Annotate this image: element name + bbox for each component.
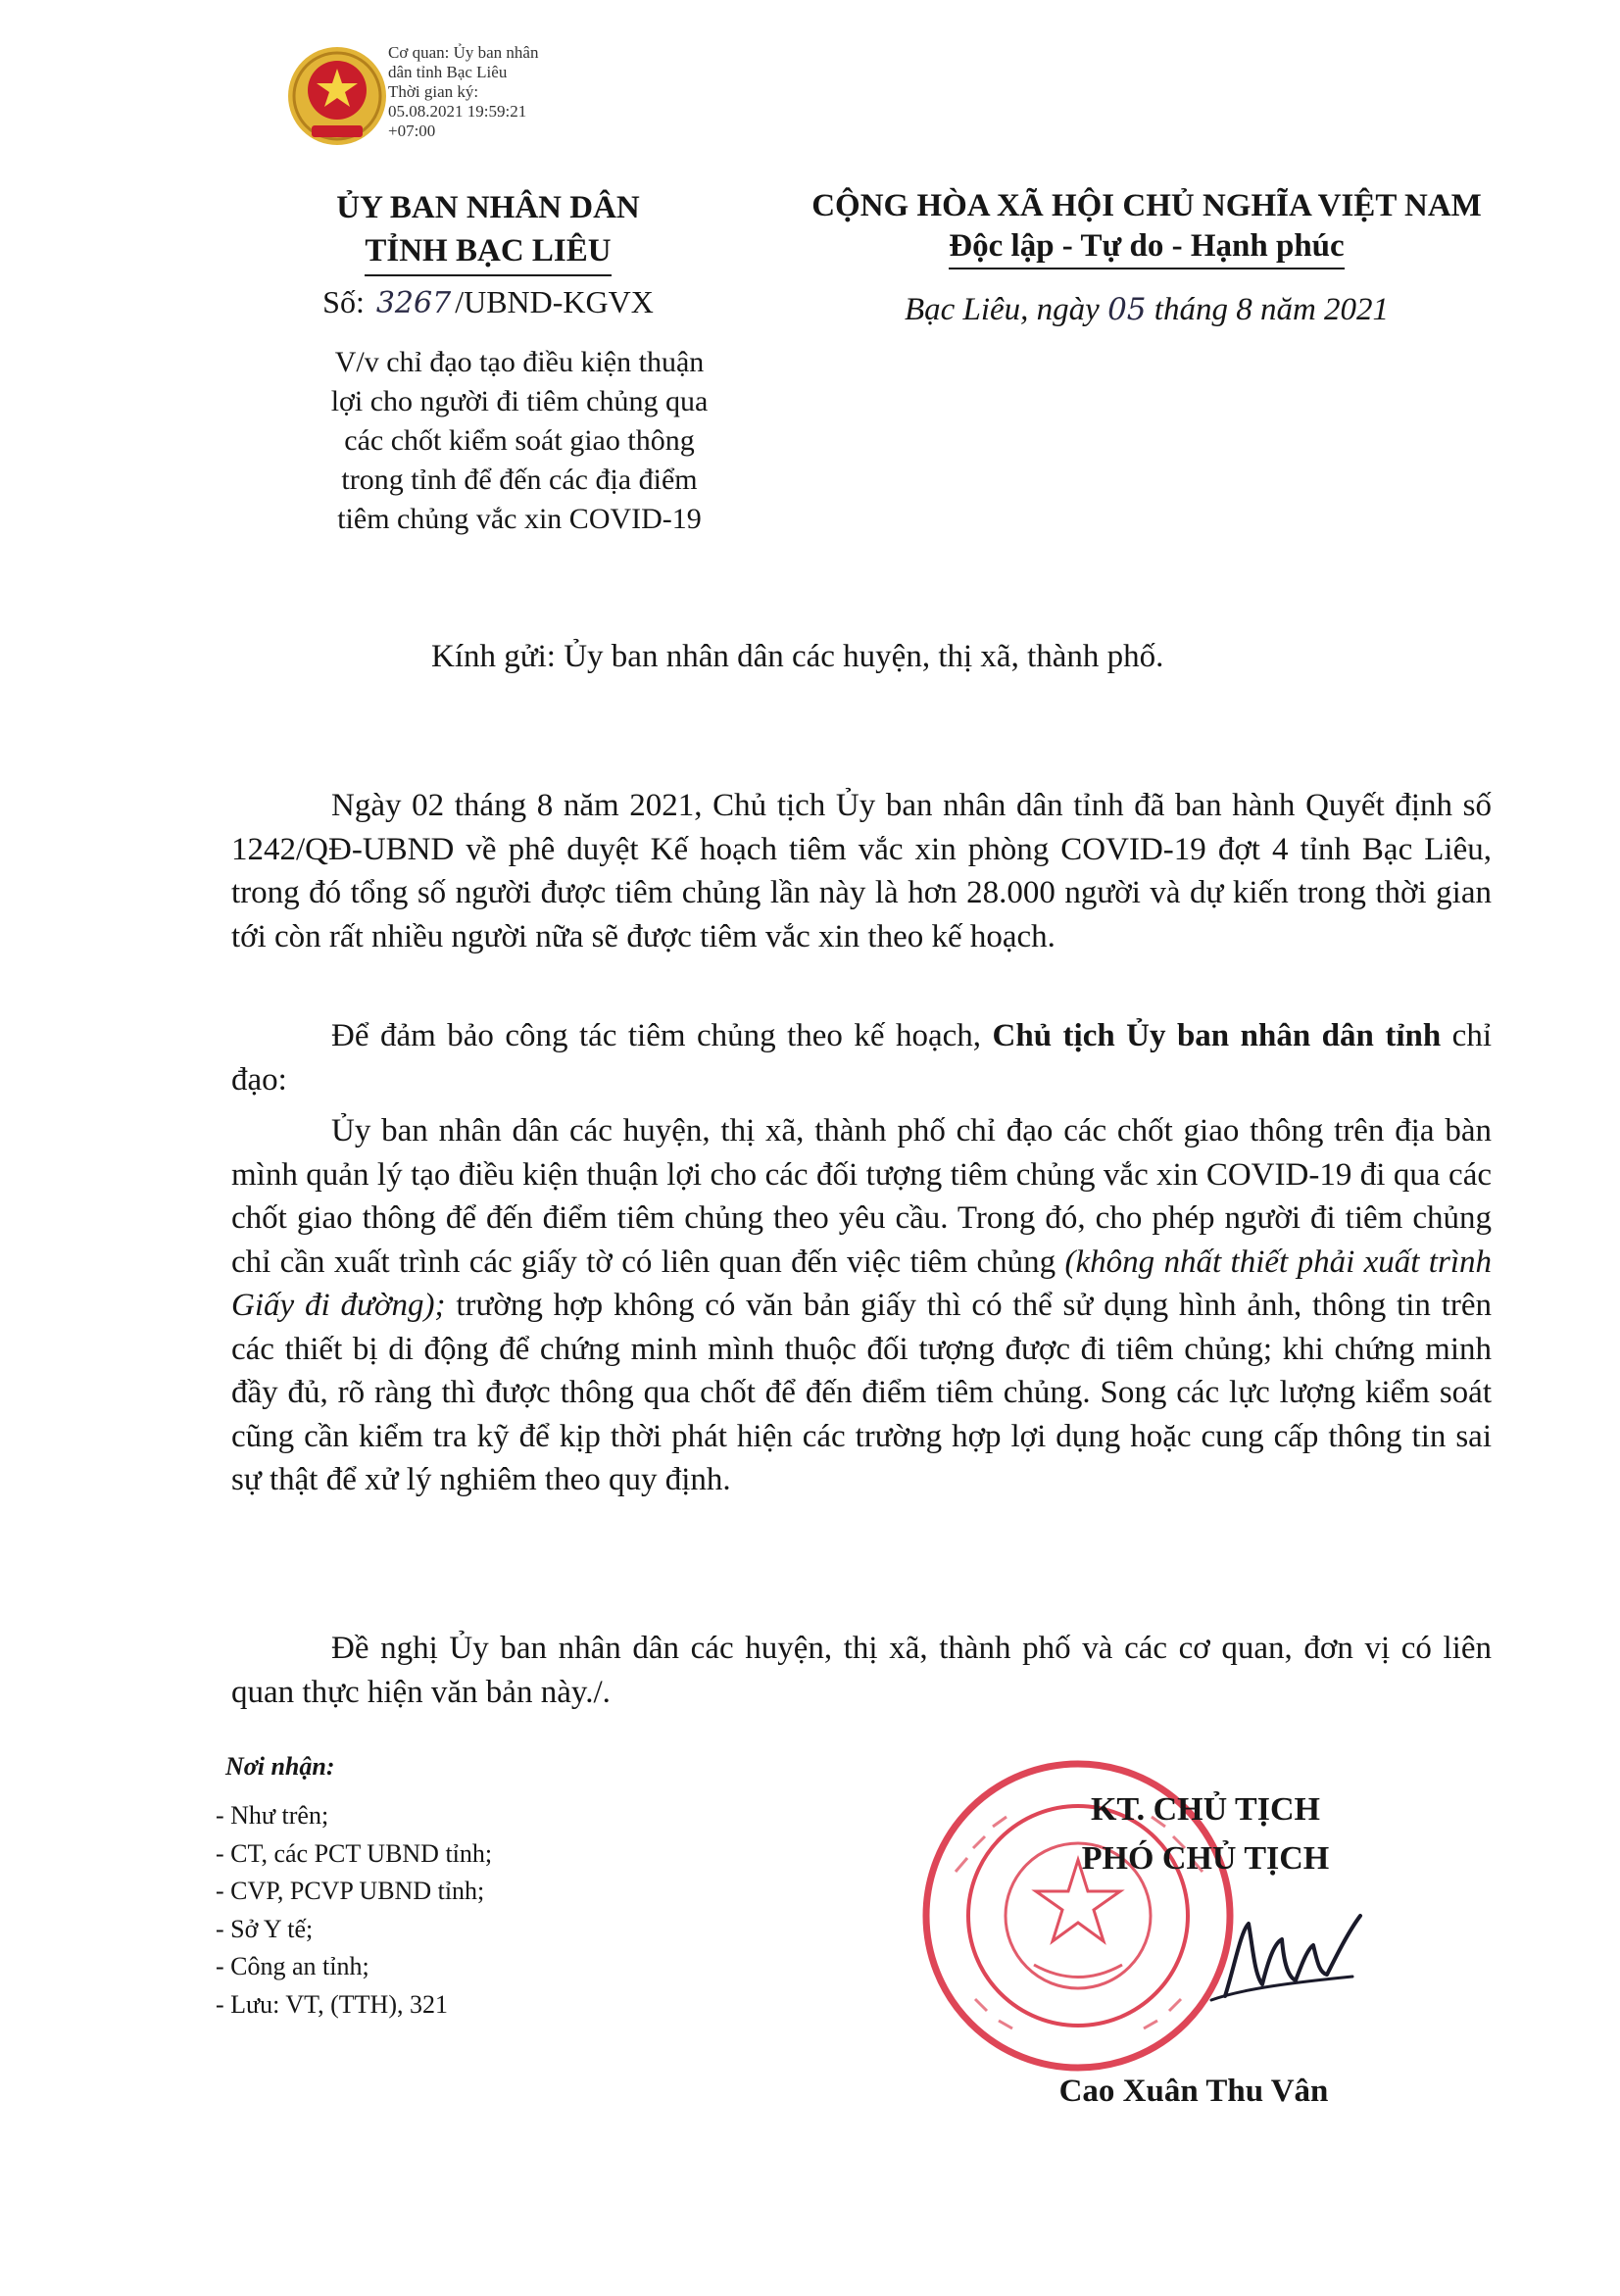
- recipients-list: [216, 1797, 492, 2024]
- national-motto: [755, 228, 1539, 269]
- national-title: CỘNG HÒA XÃ HỘI CHỦ NGHĨA VIỆT NAM: [811, 188, 1482, 223]
- p3-italic-text: (không nhất thiết phải xuất trình Giấy đi đường);: [231, 1244, 1492, 1323]
- agency-line-2: TỈNH BẠC LIÊU: [365, 229, 611, 276]
- recipient-item: - Công an tỉnh;: [216, 1952, 369, 1980]
- p2-text-before: Để đảm bảo công tác tiêm chủng theo kế hoạch,: [331, 1018, 982, 1053]
- document-number-prefix: Số:: [322, 284, 365, 319]
- p2-text-after: chỉ đạo:: [231, 1018, 1492, 1098]
- p3-text-after: trường hợp không có văn bản giấy thì có thể sử dụng hình ảnh, thông tin trên các thiết bị di động để chứng minh mình thuộc đối tượng được đi tiêm chủng; khi chứng minh đầy đủ, rõ ràng thì được thông qua chốt để đến điểm tiêm chủng. Song các lực lượng kiểm soát cũng cần kiểm tra kỹ để kịp thời phát hiện các trường hợp lợi dụng hoặc cung cấp thông tin sai sự thật để xử lý nghiêm theo quy định.: [231, 1288, 1493, 1497]
- motto-text: Độc lập - Tự do - Hạnh phúc: [949, 228, 1344, 269]
- document-number-handwritten: 3267: [375, 286, 452, 320]
- date-day-handwritten: 05: [1107, 292, 1147, 327]
- recipients-title: Nơi nhận:: [225, 1752, 335, 1781]
- recipient-item: - Như trên;: [216, 1801, 329, 1830]
- body-paragraph-3: [231, 1109, 1492, 1502]
- recipient-item: - Lưu: VT, (TTH), 321: [216, 1989, 448, 2019]
- subject-line: trong tỉnh để đến các địa điểm: [341, 464, 698, 496]
- digital-signature-info: [388, 43, 584, 141]
- subject-line: V/v chỉ đạo tạo điều kiện thuận: [334, 346, 705, 378]
- signer-name: Cao Xuân Thu Vân: [1058, 2074, 1329, 2109]
- digital-signature-line: 05.08.2021 19:59:21: [388, 102, 527, 121]
- recipient-item: - Sở Y tế;: [216, 1914, 314, 1943]
- signature-title-line-1: KT. CHỦ TỊCH: [1091, 1791, 1320, 1828]
- signature-title-line-2: PHÓ CHỦ TỊCH: [1081, 1840, 1330, 1877]
- digital-signature-line: dân tỉnh Bạc Liêu: [388, 63, 508, 81]
- subject-line: tiêm chủng vắc xin COVID-19: [337, 503, 702, 535]
- p2-bold-text: Chủ tịch Ủy ban nhân dân tỉnh: [992, 1018, 1442, 1053]
- signature-title: [1019, 1785, 1392, 1883]
- body-paragraph-2: [231, 1014, 1492, 1101]
- place-and-date: [755, 292, 1539, 328]
- subject-line: các chốt kiểm soát giao thông: [344, 424, 695, 457]
- digital-signature-line: Cơ quan: Ủy ban nhân: [388, 43, 539, 62]
- recipient-line: Kính gửi: Ủy ban nhân dân các huyện, thị xã, thành phố.: [431, 639, 1164, 674]
- date-prefix: Bạc Liêu, ngày: [904, 292, 1100, 327]
- date-suffix: tháng 8 năm 2021: [1154, 292, 1390, 327]
- document-number-suffix: /UBND-KGVX: [455, 284, 654, 319]
- issuing-agency: [253, 186, 723, 276]
- body-paragraph-4: Đề nghị Ủy ban nhân dân các huyện, thị xã, thành phố và các cơ quan, đơn vị có liên quan thực hiện văn bản này./.: [231, 1631, 1492, 1710]
- recipient-item: - CT, các PCT UBND tỉnh;: [216, 1838, 493, 1868]
- digital-signature-line: Thời gian ký:: [388, 82, 479, 101]
- document-number: [253, 284, 723, 320]
- handwritten-signature-icon: [1205, 1906, 1372, 2014]
- body-paragraph-1: Ngày 02 tháng 8 năm 2021, Chủ tịch Ủy ban nhân dân tỉnh đã ban hành Quyết định số 1242/QĐ-UBND về phê duyệt Kế hoạch tiêm vắc xin phòng COVID-19 đợt 4 tỉnh Bạc Liêu, trong đó tổng số người được tiêm chủng lần này là hơn 28.000 người và dự kiến trong thời gian tới còn rất nhiều người nữa sẽ được tiêm vắc xin theo kế hoạch.: [231, 788, 1492, 954]
- national-emblem-icon: [282, 41, 392, 151]
- document-subject: [323, 343, 715, 539]
- agency-line-1: ỦY BAN NHÂN DÂN: [336, 190, 640, 225]
- recipient-item: - CVP, PCVP UBND tỉnh;: [216, 1877, 485, 1905]
- p3-text-before: Ủy ban nhân dân các huyện, thị xã, thành phố chỉ đạo các chốt giao thông trên địa bàn mình quản lý tạo điều kiện thuận lợi cho các đối tượng tiêm chủng vắc xin COVID-19 đi qua các chốt giao thông để đến điểm tiêm chủng theo yêu cầu. Trong đó, cho phép người đi tiêm chủng chỉ cần xuất trình các giấy tờ có liên quan đến việc tiêm chủng: [231, 1113, 1492, 1280]
- subject-line: lợi cho người đi tiêm chủng qua: [330, 385, 709, 417]
- digital-signature-line: +07:00: [388, 122, 436, 140]
